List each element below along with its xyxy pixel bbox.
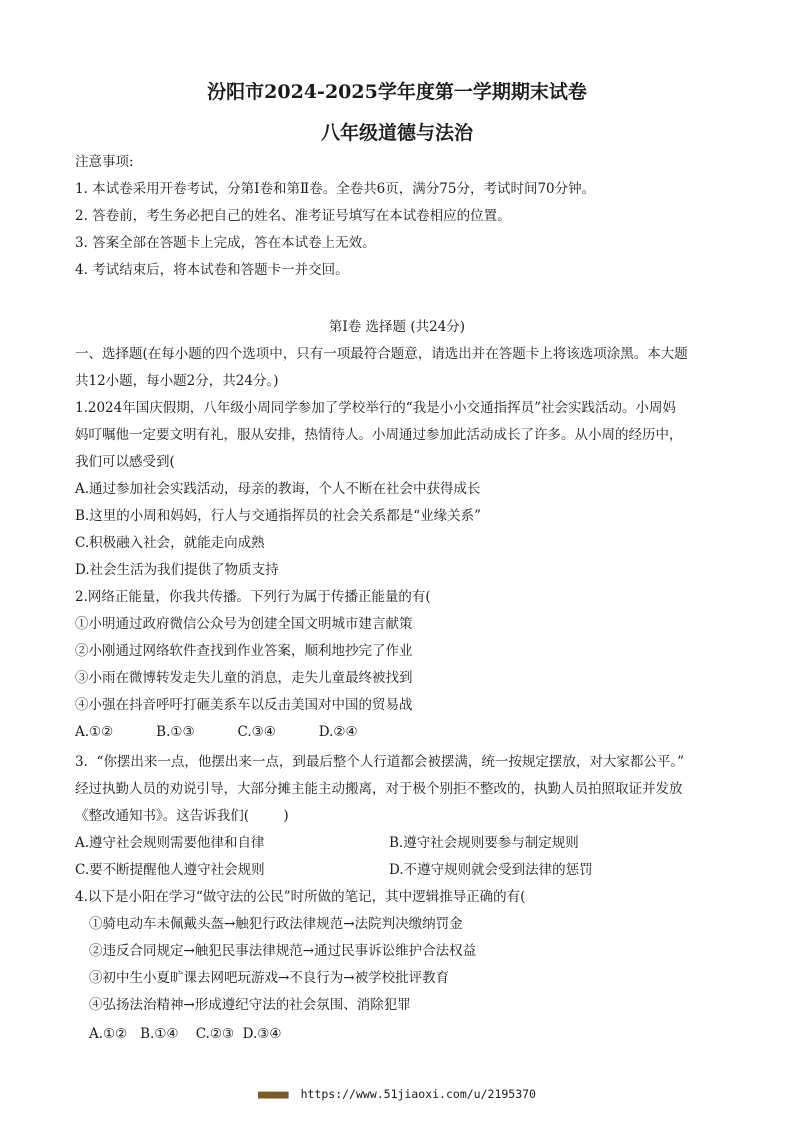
q1-stem: 1.2024年国庆假期，八年级小周同学参加了学校举行的“我是小小交通指挥员”社会实践活动。小周妈: [75, 400, 677, 416]
q3-option-d: D.不遵守规则就会受到法律的惩罚: [389, 862, 593, 878]
notice-item: 2. 答卷前，考生务必把自己的姓名、准考证号填写在本试卷相应的位置。: [75, 208, 511, 224]
section-intro: 共12小题，每小题2分，共24分。): [75, 373, 279, 389]
section-intro: 一、选择题(在每小题的四个选项中，只有一项最符合题意，请选出并在答题卡上将该选项涂黑。本大题: [75, 346, 688, 362]
q4-item: ①骑电动车未佩戴头盔→触犯行政法律规范→法院判决缴纳罚金: [89, 916, 463, 932]
q1-option-d: D.社会生活为我们提供了物质支持: [75, 562, 279, 578]
notice-item: 1. 本试卷采用开卷考试，分第Ⅰ卷和第Ⅱ卷。全卷共6页，满分75分，考试时间70分钟。: [75, 181, 596, 197]
q3-stem: 《整改通知书》。这告诉我们( ): [75, 808, 289, 824]
q1-option-b: B.这里的小周和妈妈，行人与交通指挥员的社会关系都是“业缘关系”: [75, 508, 482, 524]
q3-option-c: C.要不断提醒他人遵守社会规则: [75, 862, 265, 878]
q3-option-a: A.遵守社会规则需要他律和自律: [75, 835, 265, 851]
q1-option-c: C.积极融入社会，就能走向成熟: [75, 535, 265, 551]
q4-item: ④弘扬法治精神→形成遵纪守法的社会氛围、消除犯罪: [89, 997, 411, 1013]
footer: [0, 1087, 794, 1101]
exam-title: 汾阳市2024-2025学年度第一学期期末试卷: [207, 81, 587, 103]
q3-stem: 3. “你摆出来一点，他摆出来一点，到最后整个人行道都会被摆满，统一按规定摆放，对大家都公平。”: [75, 754, 685, 770]
footer-watermark: ■■■■■: [258, 1087, 288, 1101]
q4-item: ②违反合同规定→触犯民事法律规范→通过民事诉讼维护合法权益: [89, 943, 477, 959]
q3-options-row: [75, 861, 715, 879]
q3-option-b: B.遵守社会规则要参与制定规则: [389, 835, 579, 851]
q1-option-a: A.通过参加社会实践活动，母亲的教诲，个人不断在社会中获得成长: [75, 481, 481, 497]
exam-subtitle: 八年级道德与法治: [320, 122, 473, 144]
q4-item: ③初中生小夏旷课去网吧玩游戏→不良行为→被学校批评教育: [89, 970, 450, 986]
q1-stem: 妈叮嘱他一定要文明有礼，服从安排，热情待人。小周通过参加此活动成长了许多。从小周的经历中，: [75, 427, 683, 443]
q2-options: A.①② B.①③ C.③④ D.②④: [75, 724, 358, 740]
notice-item: 4. 考试结束后，将本试卷和答题卡一并交回。: [75, 262, 349, 278]
q4-stem: 4.以下是小阳在学习“做守法的公民”时所做的笔记，其中逻辑推导正确的有(: [75, 889, 526, 905]
q2-item: ②小刚通过网络软件查找到作业答案，顺利地抄完了作业: [75, 643, 413, 659]
q4-options: A.①② B.①④ C.②③ D.③④: [89, 1026, 282, 1042]
q3-stem: 经过执勤人员的劝说引导，大部分摊主能主动搬离，对于极个别拒不整改的，执勤人员拍照取证并发放: [75, 781, 683, 797]
q2-stem: 2.网络正能量，你我共传播。下列行为属于传播正能量的有(: [75, 589, 431, 605]
notice-item: 3. 答案全部在答题卡上完成，答在本试卷上无效。: [75, 235, 376, 251]
q1-stem: 我们可以感受到(: [75, 454, 175, 470]
notice-heading: 注意事项:: [75, 154, 134, 170]
q2-item: ①小明通过政府微信公众号为创建全国文明城市建言献策: [75, 616, 413, 632]
q2-item: ③小雨在微博转发走失儿童的消息，走失儿童最终被找到: [75, 670, 413, 686]
section-title: 第Ⅰ卷 选择题 (共24分): [328, 319, 466, 335]
footer-url-link[interactable]: https://www.51jiaoxi.com/u/2195370: [300, 1087, 536, 1101]
q3-options-row: [75, 834, 715, 852]
q2-item: ④小强在抖音呼吁打砸美系车以反击美国对中国的贸易战: [75, 697, 413, 713]
